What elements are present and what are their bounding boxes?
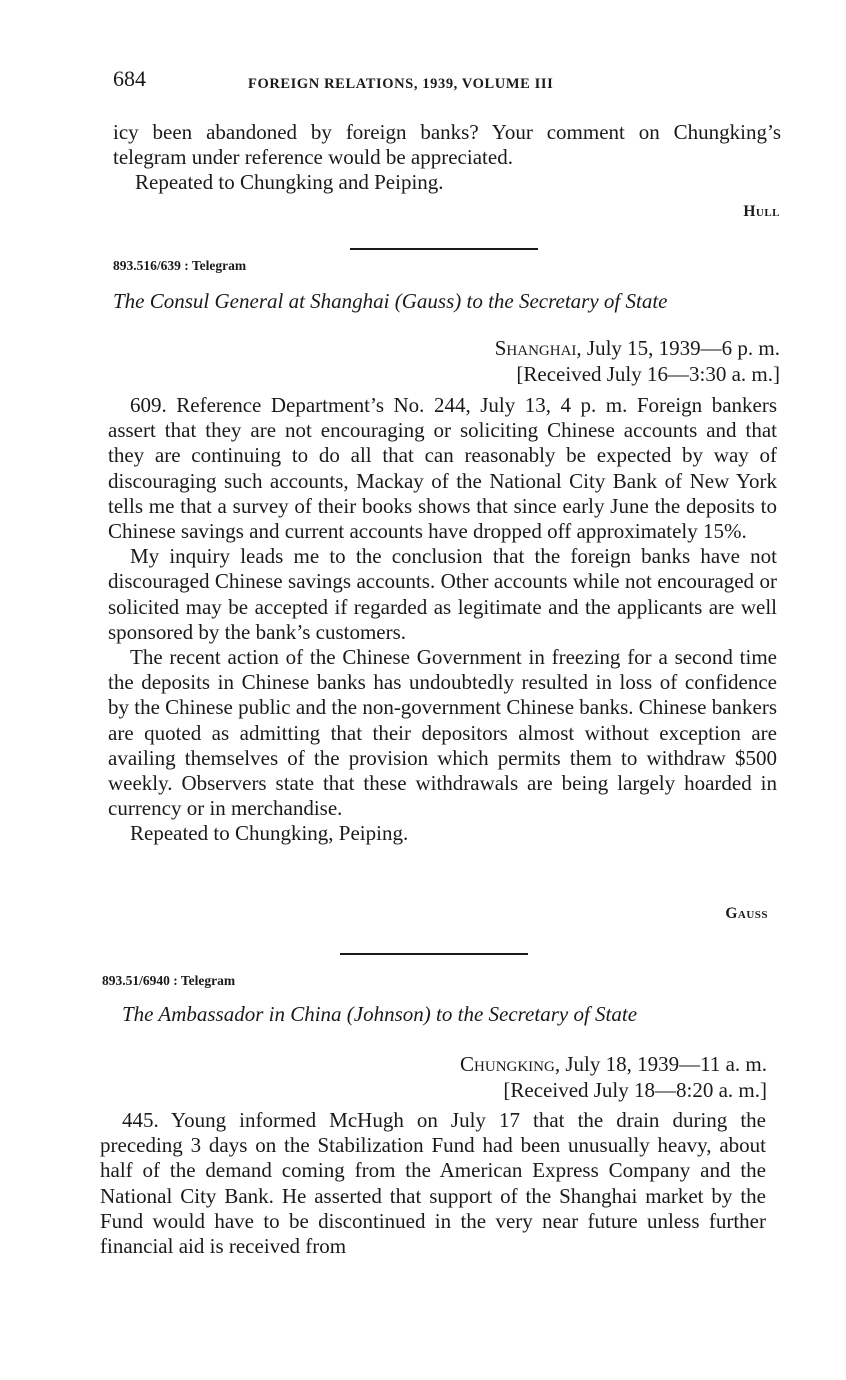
document-title: The Ambassador in China (Johnson) to the Secretary of State — [122, 1002, 638, 1026]
body-paragraph: My inquiry leads me to the conclusion that the foreign banks have not discouraged Chinese savings accounts. Other accounts while not encouraged or solicited may be accepted if regarded as legitimate and the applicants are well sponsored by the bank’s customers. — [108, 544, 777, 644]
received-note: [Received July 18—8:20 a. m.] — [503, 1077, 767, 1102]
repeated-note: Repeated to Chungking, Peiping. — [130, 821, 409, 846]
repeated-note: Repeated to Chungking and Peiping. — [135, 170, 444, 195]
received-note: [Received July 16—3:30 a. m.] — [516, 361, 780, 386]
dateline-place: Shanghai — [494, 336, 577, 360]
file-reference: 893.51/6940 : Telegram — [102, 973, 236, 988]
section-divider — [350, 248, 538, 250]
file-reference: 893.516/639 : Telegram — [113, 258, 247, 273]
body-paragraph: icy been abandoned by foreign banks? Your comment on Chungking’s telegram under reference would be appreciated. — [113, 120, 781, 170]
dateline — [495, 336, 780, 387]
section-divider — [340, 953, 528, 955]
body-paragraph: 609. Reference Department’s No. 244, July 13, 4 p. m. Foreign bankers assert that they are not encouraging or soliciting Chinese accounts and that they are continuing to do all that can reasonably be expected by way of discouraging such accounts, Mackay of the National City Bank of New York tells me that a survey of their books shows that since early June the deposits to Chinese savings and current accounts have dropped off approximately 15%. — [108, 393, 777, 544]
page-number: 684 — [113, 66, 146, 91]
body-paragraph: The recent action of the Chinese Government in freezing for a second time the deposits in Chinese banks has undoubtedly resulted in loss of confidence by the Chinese public and the non-government Chinese banks. Chinese bankers are quoted as admitting that their depositors almost without exception are availing themselves of the provision which permits them to withdraw $500 weekly. Observers state that these withdrawals are being largely hoarded in currency or in merchandise. — [108, 645, 777, 821]
page-header — [113, 66, 653, 96]
body-paragraph: 445. Young informed McHugh on July 17 that the drain during the preceding 3 days on the Stabilization Fund had been unusually heavy, about half of the demand coming from the American Express Company and the National City Bank. He asserted that support of the Shanghai market by the Fund would have to be discontinued in the very near future unless further financial aid is received from — [100, 1108, 766, 1259]
document-title: The Consul General at Shanghai (Gauss) to the Secretary of State — [113, 289, 668, 313]
dateline-date: , July 18, 1939—11 a. m. — [554, 1052, 767, 1076]
document-body — [108, 393, 777, 847]
dateline-place: Chungking — [460, 1052, 555, 1076]
signature-hull: Hull — [743, 203, 780, 220]
signature-gauss: Gauss — [725, 905, 768, 922]
dateline-date: , July 15, 1939—6 p. m. — [576, 336, 780, 360]
document-body — [100, 1108, 766, 1259]
dateline — [460, 1052, 767, 1103]
running-head: FOREIGN RELATIONS, 1939, VOLUME III — [248, 76, 554, 92]
previous-document-tail — [113, 120, 781, 196]
